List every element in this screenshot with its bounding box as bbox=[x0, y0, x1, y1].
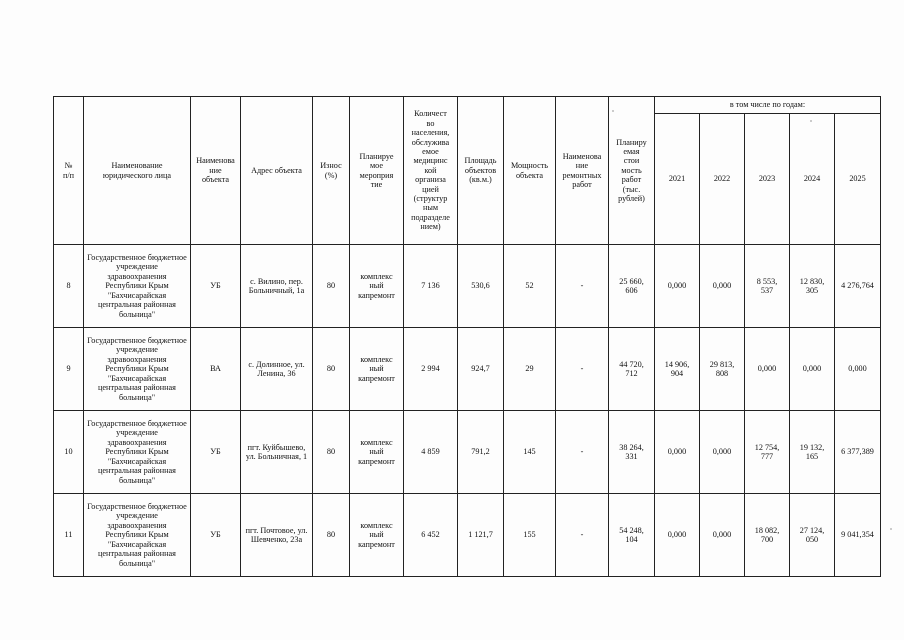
cell-2022: 0,000 bbox=[700, 245, 745, 328]
cell-measure: комплекс ный капремонт bbox=[350, 328, 404, 411]
cell-2022: 0,000 bbox=[700, 494, 745, 577]
cell-2025: 0,000 bbox=[835, 328, 881, 411]
cell-object-name: УБ bbox=[191, 411, 241, 494]
cell-capacity: 29 bbox=[504, 328, 556, 411]
cell-num: 9 bbox=[54, 328, 84, 411]
table-row bbox=[54, 328, 881, 411]
cell-measure: комплекс ный капремонт bbox=[350, 494, 404, 577]
cell-num: 10 bbox=[54, 411, 84, 494]
cell-population: 6 452 bbox=[404, 494, 458, 577]
cell-area: 530,6 bbox=[458, 245, 504, 328]
cell-2024: 0,000 bbox=[790, 328, 835, 411]
cell-wear: 80 bbox=[313, 328, 350, 411]
cell-legal-entity: Государственное бюджетное учреждение здравоохранения Республики Крым "Бахчисарайская центральная районная больница" bbox=[84, 411, 191, 494]
cell-2024: 27 124, 050 bbox=[790, 494, 835, 577]
cell-address: пгт. Почтовое, ул. Шевченко, 23а bbox=[241, 494, 313, 577]
cell-address: пгт. Куйбышево, ул. Больничная, 1 bbox=[241, 411, 313, 494]
cell-area: 1 121,7 bbox=[458, 494, 504, 577]
cell-object-name: ВА bbox=[191, 328, 241, 411]
cell-object-name: УБ bbox=[191, 245, 241, 328]
repair-plan-table bbox=[53, 96, 881, 577]
cell-2022: 29 813, 808 bbox=[700, 328, 745, 411]
cell-legal-entity: Государственное бюджетное учреждение здравоохранения Республики Крым "Бахчисарайская центральная районная больница" bbox=[84, 328, 191, 411]
header-year-2022: 2022 bbox=[700, 114, 745, 245]
cell-2024: 19 132, 165 bbox=[790, 411, 835, 494]
cell-2025: 6 377,389 bbox=[835, 411, 881, 494]
cell-population: 7 136 bbox=[404, 245, 458, 328]
cell-2021: 0,000 bbox=[655, 411, 700, 494]
header-legal-entity: Наименование юридического лица bbox=[84, 97, 191, 245]
cell-2021: 0,000 bbox=[655, 494, 700, 577]
header-object-name: Наименова ние объекта bbox=[191, 97, 241, 245]
cell-address: с. Вилино, пер. Больничный, 1а bbox=[241, 245, 313, 328]
cell-capacity: 155 bbox=[504, 494, 556, 577]
scan-speck bbox=[810, 120, 812, 122]
header-population: Количест во населения, обслужива емое медицинс кой организа цией (структур ным подразделе нием) bbox=[404, 97, 458, 245]
cell-2024: 12 830, 305 bbox=[790, 245, 835, 328]
header-num: № п/п bbox=[54, 97, 84, 245]
table-row bbox=[54, 245, 881, 328]
cell-wear: 80 bbox=[313, 494, 350, 577]
cell-legal-entity: Государственное бюджетное учреждение здравоохранения Республики Крым "Бахчисарайская центральная районная больница" bbox=[84, 494, 191, 577]
table-row bbox=[54, 411, 881, 494]
header-year-2021: 2021 bbox=[655, 114, 700, 245]
cell-2021: 0,000 bbox=[655, 245, 700, 328]
header-capacity: Мощность объекта bbox=[504, 97, 556, 245]
table-row bbox=[54, 494, 881, 577]
cell-cost: 25 660, 606 bbox=[609, 245, 655, 328]
cell-cost: 38 264, 331 bbox=[609, 411, 655, 494]
scan-speck bbox=[612, 110, 614, 112]
cell-num: 11 bbox=[54, 494, 84, 577]
cell-2025: 4 276,764 bbox=[835, 245, 881, 328]
cell-2023: 18 082, 700 bbox=[745, 494, 790, 577]
cell-cost: 54 248, 104 bbox=[609, 494, 655, 577]
header-planned-measure: Планируе мое мероприя тие bbox=[350, 97, 404, 245]
cell-2021: 14 906, 904 bbox=[655, 328, 700, 411]
cell-area: 791,2 bbox=[458, 411, 504, 494]
cell-legal-entity: Государственное бюджетное учреждение здравоохранения Республики Крым "Бахчисарайская центральная районная больница" bbox=[84, 245, 191, 328]
header-year-2025: 2025 bbox=[835, 114, 881, 245]
header-wear: Износ (%) bbox=[313, 97, 350, 245]
cell-works: - bbox=[556, 245, 609, 328]
cell-area: 924,7 bbox=[458, 328, 504, 411]
header-address: Адрес объекта bbox=[241, 97, 313, 245]
cell-cost: 44 720, 712 bbox=[609, 328, 655, 411]
cell-measure: комплекс ный капремонт bbox=[350, 411, 404, 494]
header-by-years: в том числе по годам: bbox=[655, 97, 881, 114]
cell-population: 2 994 bbox=[404, 328, 458, 411]
cell-2022: 0,000 bbox=[700, 411, 745, 494]
cell-works: - bbox=[556, 411, 609, 494]
cell-2023: 0,000 bbox=[745, 328, 790, 411]
cell-works: - bbox=[556, 328, 609, 411]
cell-num: 8 bbox=[54, 245, 84, 328]
cell-address: с. Долинное, ул. Ленина, 36 bbox=[241, 328, 313, 411]
cell-object-name: УБ bbox=[191, 494, 241, 577]
cell-capacity: 145 bbox=[504, 411, 556, 494]
header-year-2024: 2024 bbox=[790, 114, 835, 245]
header-planned-cost: Планиру емая стои мость работ (тыс. рублей) bbox=[609, 97, 655, 245]
cell-wear: 80 bbox=[313, 245, 350, 328]
cell-2025: 9 041,354 bbox=[835, 494, 881, 577]
cell-wear: 80 bbox=[313, 411, 350, 494]
cell-2023: 12 754, 777 bbox=[745, 411, 790, 494]
cell-population: 4 859 bbox=[404, 411, 458, 494]
cell-works: - bbox=[556, 494, 609, 577]
scan-speck bbox=[890, 528, 892, 530]
header-year-2023: 2023 bbox=[745, 114, 790, 245]
header-area: Площадь объектов (кв.м.) bbox=[458, 97, 504, 245]
cell-measure: комплекс ный капремонт bbox=[350, 245, 404, 328]
cell-2023: 8 553, 537 bbox=[745, 245, 790, 328]
cell-capacity: 52 bbox=[504, 245, 556, 328]
header-repair-works: Наименова ние ремонтных работ bbox=[556, 97, 609, 245]
